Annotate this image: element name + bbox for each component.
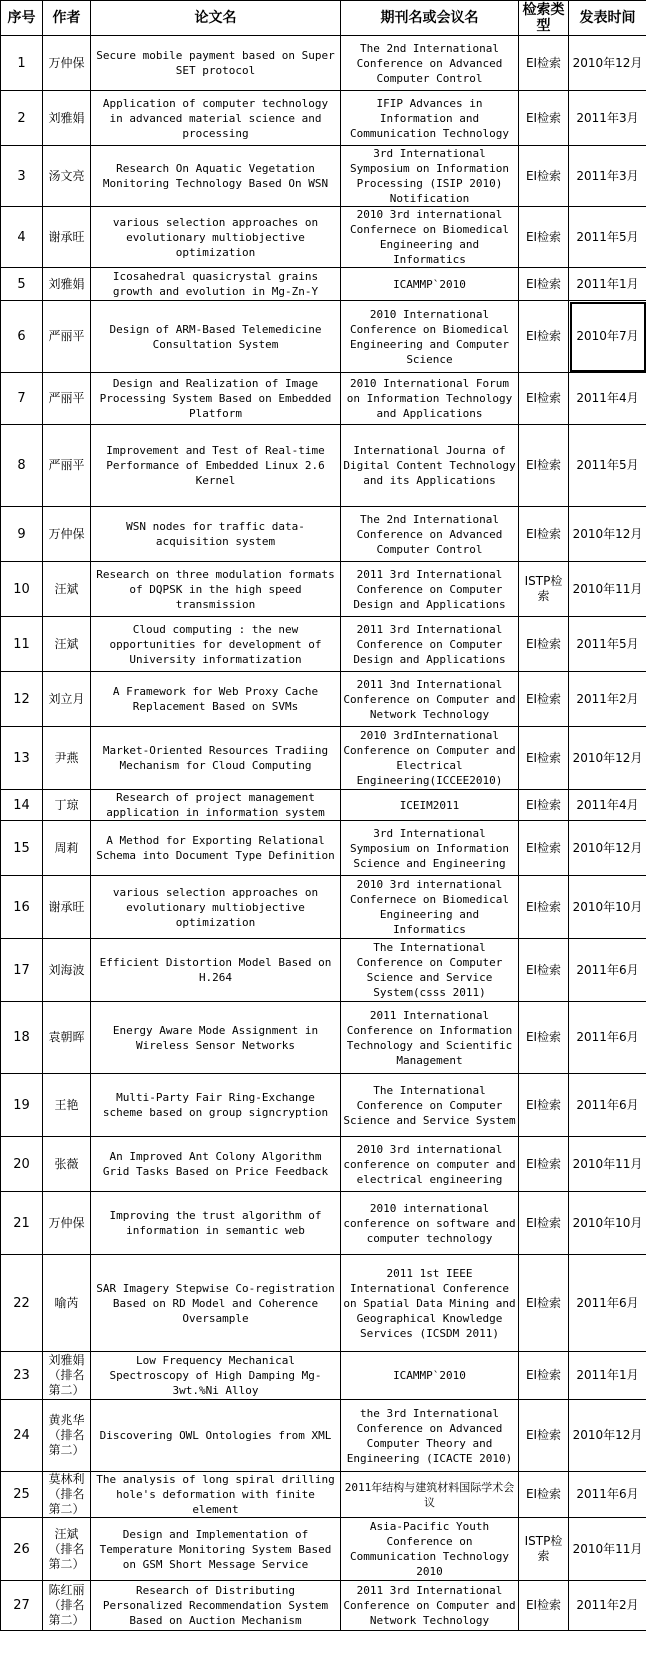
table-row bbox=[1, 617, 646, 672]
cell-venue[interactable]: International Journa of Digital Content Technology and its Applications bbox=[341, 425, 519, 507]
cell-no[interactable]: 4 bbox=[1, 207, 43, 268]
table-row bbox=[1, 727, 646, 790]
cell-venue[interactable]: 2010 international conference on software and computer technology bbox=[341, 1192, 519, 1255]
table-row bbox=[1, 1518, 646, 1581]
cell-type[interactable]: EI检索 bbox=[519, 617, 569, 672]
cell-date[interactable]: 2010年11月 bbox=[569, 562, 646, 617]
table-row bbox=[1, 507, 646, 562]
table-row bbox=[1, 425, 646, 507]
cell-type[interactable]: EI检索 bbox=[519, 301, 569, 373]
cell-type[interactable]: EI检索 bbox=[519, 1400, 569, 1472]
cell-venue[interactable]: ICEIM2011 bbox=[341, 790, 519, 821]
cell-title[interactable]: WSN nodes for traffic data-acquisition system bbox=[91, 507, 341, 562]
cell-date[interactable]: 2011年6月 bbox=[569, 1002, 646, 1074]
cell-author[interactable]: 刘雅娟 bbox=[43, 268, 91, 301]
cell-type[interactable]: EI检索 bbox=[519, 672, 569, 727]
cell-no[interactable]: 15 bbox=[1, 821, 43, 876]
table-row bbox=[1, 1255, 646, 1352]
cell-no[interactable]: 17 bbox=[1, 939, 43, 1002]
cell-title[interactable]: various selection approaches on evolutionary multiobjective optimization bbox=[91, 207, 341, 268]
cell-date[interactable]: 2011年3月 bbox=[569, 91, 646, 146]
cell-venue[interactable]: 2010 International Conference on Biomedical Engineering and Computer Science bbox=[341, 301, 519, 373]
cell-author[interactable]: 喻芮 bbox=[43, 1255, 91, 1352]
cell-author[interactable]: 袁朝晖 bbox=[43, 1002, 91, 1074]
cell-type[interactable]: EI检索 bbox=[519, 373, 569, 425]
cell-no[interactable]: 14 bbox=[1, 790, 43, 821]
cell-type[interactable]: EI检索 bbox=[519, 36, 569, 91]
cell-date[interactable]: 2010年10月 bbox=[569, 876, 646, 939]
cell-no[interactable]: 6 bbox=[1, 301, 43, 373]
cell-title[interactable]: Secure mobile payment based on Super SET protocol bbox=[91, 36, 341, 91]
cell-type[interactable]: EI检索 bbox=[519, 1002, 569, 1074]
cell-venue[interactable]: The 2nd International Conference on Advanced Computer Control bbox=[341, 507, 519, 562]
header-date[interactable]: 发表时间 bbox=[569, 1, 646, 36]
cell-no[interactable]: 2 bbox=[1, 91, 43, 146]
cell-no[interactable]: 23 bbox=[1, 1352, 43, 1400]
header-row bbox=[1, 1, 646, 36]
header-author[interactable]: 作者 bbox=[43, 1, 91, 36]
cell-author[interactable]: 谢承旺 bbox=[43, 207, 91, 268]
cell-title[interactable]: various selection approaches on evolutionary multiobjective optimization bbox=[91, 876, 341, 939]
header-venue[interactable]: 期刊名或会议名 bbox=[341, 1, 519, 36]
cell-type[interactable]: EI检索 bbox=[519, 1137, 569, 1192]
cell-author[interactable]: 刘雅娟（排名第二） bbox=[43, 1352, 91, 1400]
cell-title[interactable]: Cloud computing : the new opportunities for development of University informatization bbox=[91, 617, 341, 672]
table-row bbox=[1, 939, 646, 1002]
cell-author[interactable]: 尹燕 bbox=[43, 727, 91, 790]
cell-venue[interactable]: The International Conference on Computer Science and Service System bbox=[341, 1074, 519, 1137]
cell-title[interactable]: Energy Aware Mode Assignment in Wireless Sensor Networks bbox=[91, 1002, 341, 1074]
cell-type[interactable]: EI检索 bbox=[519, 727, 569, 790]
cell-title[interactable]: Improving the trust algorithm of information in semantic web bbox=[91, 1192, 341, 1255]
cell-type[interactable]: EI检索 bbox=[519, 91, 569, 146]
cell-author[interactable]: 王艳 bbox=[43, 1074, 91, 1137]
cell-author[interactable]: 万仲保 bbox=[43, 36, 91, 91]
table-row bbox=[1, 876, 646, 939]
cell-venue[interactable]: 3rd International Symposium on Information Science and Engineering bbox=[341, 821, 519, 876]
cell-date[interactable]: 2011年5月 bbox=[569, 207, 646, 268]
cell-title[interactable]: Design and Implementation of Temperature Monitoring System Based on GSM Short Message Service bbox=[91, 1518, 341, 1581]
cell-author[interactable]: 刘海波 bbox=[43, 939, 91, 1002]
cell-author[interactable]: 刘立月 bbox=[43, 672, 91, 727]
cell-date[interactable]: 2011年1月 bbox=[569, 1352, 646, 1400]
cell-venue[interactable]: 2011年结构与建筑材料国际学术会议 bbox=[341, 1472, 519, 1518]
cell-date[interactable]: 2011年5月 bbox=[569, 617, 646, 672]
cell-type[interactable]: EI检索 bbox=[519, 146, 569, 207]
cell-title[interactable]: SAR Imagery Stepwise Co-registration Based on RD Model and Coherence Oversample bbox=[91, 1255, 341, 1352]
cell-venue[interactable]: ICAMMP`2010 bbox=[341, 268, 519, 301]
cell-venue[interactable]: 2011 1st IEEE International Conference on Spatial Data Mining and Geographical Knowledge Services (ICSDM 2011) bbox=[341, 1255, 519, 1352]
cell-type[interactable]: EI检索 bbox=[519, 1472, 569, 1518]
cell-venue[interactable]: The International Conference on Computer Science and Service System(csss 2011) bbox=[341, 939, 519, 1002]
cell-date[interactable]: 2011年6月 bbox=[569, 1472, 646, 1518]
table-row bbox=[1, 36, 646, 91]
cell-author[interactable]: 陈红丽（排名第二） bbox=[43, 1581, 91, 1631]
table-row bbox=[1, 1400, 646, 1472]
table-row bbox=[1, 1137, 646, 1192]
cell-no[interactable]: 9 bbox=[1, 507, 43, 562]
cell-type[interactable]: ISTP检索 bbox=[519, 1518, 569, 1581]
cell-title[interactable]: Icosahedral quasicrystal grains growth and evolution in Mg-Zn-Y bbox=[91, 268, 341, 301]
cell-date[interactable]: 2011年5月 bbox=[569, 425, 646, 507]
cell-no[interactable]: 18 bbox=[1, 1002, 43, 1074]
cell-no[interactable]: 11 bbox=[1, 617, 43, 672]
table-row bbox=[1, 672, 646, 727]
table-row bbox=[1, 146, 646, 207]
cell-no[interactable]: 3 bbox=[1, 146, 43, 207]
cell-no[interactable]: 1 bbox=[1, 36, 43, 91]
cell-author[interactable]: 严丽平 bbox=[43, 425, 91, 507]
cell-author[interactable]: 莫林利（排名第二） bbox=[43, 1472, 91, 1518]
table-row bbox=[1, 821, 646, 876]
cell-title[interactable]: Application of computer technology in advanced material science and processing bbox=[91, 91, 341, 146]
cell-title[interactable]: Research of project management application in information system bbox=[91, 790, 341, 821]
cell-venue[interactable]: Asia-Pacific Youth Conference on Communication Technology 2010 bbox=[341, 1518, 519, 1581]
cell-no[interactable]: 16 bbox=[1, 876, 43, 939]
cell-type[interactable]: EI检索 bbox=[519, 1352, 569, 1400]
cell-date[interactable]: 2010年12月 bbox=[569, 36, 646, 91]
cell-type[interactable]: EI检索 bbox=[519, 790, 569, 821]
cell-date[interactable]: 2011年3月 bbox=[569, 146, 646, 207]
cell-author[interactable]: 周莉 bbox=[43, 821, 91, 876]
cell-author[interactable]: 刘雅娟 bbox=[43, 91, 91, 146]
cell-no[interactable]: 5 bbox=[1, 268, 43, 301]
cell-date[interactable]: 2010年11月 bbox=[569, 1518, 646, 1581]
cell-author[interactable]: 黄兆华（排名第二） bbox=[43, 1400, 91, 1472]
cell-title[interactable]: Improvement and Test of Real-time Performance of Embedded Linux 2.6 Kernel bbox=[91, 425, 341, 507]
cell-author[interactable]: 汪斌 bbox=[43, 617, 91, 672]
cell-no[interactable]: 12 bbox=[1, 672, 43, 727]
cell-venue[interactable]: 3rd International Symposium on Information Processing (ISIP 2010) Notification bbox=[341, 146, 519, 207]
table-body bbox=[1, 36, 646, 1631]
table-row bbox=[1, 373, 646, 425]
cell-no[interactable]: 20 bbox=[1, 1137, 43, 1192]
cell-title[interactable]: A Framework for Web Proxy Cache Replacement Based on SVMs bbox=[91, 672, 341, 727]
cell-author[interactable]: 万仲保 bbox=[43, 1192, 91, 1255]
cell-venue[interactable]: 2011 International Conference on Information Technology and Scientific Management bbox=[341, 1002, 519, 1074]
cell-author[interactable]: 汪斌 bbox=[43, 562, 91, 617]
cell-title[interactable]: Design of ARM-Based Telemedicine Consultation System bbox=[91, 301, 341, 373]
cell-date[interactable]: 2011年6月 bbox=[569, 1255, 646, 1352]
cell-date[interactable]: 2011年4月 bbox=[569, 373, 646, 425]
table-row bbox=[1, 91, 646, 146]
cell-type[interactable]: EI检索 bbox=[519, 1581, 569, 1631]
cell-venue[interactable]: 2010 3rd international Confernece on Biomedical Engineering and Informatics bbox=[341, 876, 519, 939]
cell-type[interactable]: EI检索 bbox=[519, 507, 569, 562]
cell-venue[interactable]: 2010 3rd international Confernece on Biomedical Engineering and Informatics bbox=[341, 207, 519, 268]
table-row bbox=[1, 1352, 646, 1400]
cell-no[interactable]: 13 bbox=[1, 727, 43, 790]
cell-date[interactable]: 2010年12月 bbox=[569, 727, 646, 790]
cell-no[interactable]: 27 bbox=[1, 1581, 43, 1631]
cell-venue[interactable]: 2010 3rd international conference on computer and electrical engineering bbox=[341, 1137, 519, 1192]
table-row bbox=[1, 207, 646, 268]
cell-title[interactable]: The analysis of long spiral drilling hole's deformation with finite element bbox=[91, 1472, 341, 1518]
cell-type[interactable]: EI检索 bbox=[519, 207, 569, 268]
table-row bbox=[1, 268, 646, 301]
cell-no[interactable]: 8 bbox=[1, 425, 43, 507]
cell-date[interactable]: 2010年12月 bbox=[569, 1400, 646, 1472]
cell-venue[interactable]: 2011 3nd International Conference on Computer and Network Technology bbox=[341, 672, 519, 727]
table-row bbox=[1, 790, 646, 821]
cell-type[interactable]: EI检索 bbox=[519, 425, 569, 507]
table-row bbox=[1, 1002, 646, 1074]
table-row bbox=[1, 301, 646, 373]
table-row bbox=[1, 1074, 646, 1137]
cell-title[interactable]: Discovering OWL Ontologies from XML bbox=[91, 1400, 341, 1472]
cell-author[interactable]: 丁琼 bbox=[43, 790, 91, 821]
cell-venue[interactable]: 2011 3rd International Conference on Computer Design and Applications bbox=[341, 562, 519, 617]
cell-no[interactable]: 7 bbox=[1, 373, 43, 425]
cell-type[interactable]: EI检索 bbox=[519, 1192, 569, 1255]
cell-venue[interactable]: 2010 International Forum on Information Technology and Applications bbox=[341, 373, 519, 425]
cell-type[interactable]: ISTP检索 bbox=[519, 562, 569, 617]
cell-venue[interactable]: 2011 3rd International Conference on Computer and Network Technology bbox=[341, 1581, 519, 1631]
cell-date[interactable]: 2010年7月 bbox=[569, 301, 646, 373]
cell-date[interactable]: 2011年6月 bbox=[569, 1074, 646, 1137]
cell-title[interactable]: A Method for Exporting Relational Schema into Document Type Definition bbox=[91, 821, 341, 876]
cell-no[interactable]: 24 bbox=[1, 1400, 43, 1472]
cell-author[interactable]: 张薇 bbox=[43, 1137, 91, 1192]
cell-author[interactable]: 万仲保 bbox=[43, 507, 91, 562]
cell-no[interactable]: 21 bbox=[1, 1192, 43, 1255]
header-no[interactable]: 序号 bbox=[1, 1, 43, 36]
cell-author[interactable]: 严丽平 bbox=[43, 373, 91, 425]
cell-date[interactable]: 2011年1月 bbox=[569, 268, 646, 301]
cell-no[interactable]: 26 bbox=[1, 1518, 43, 1581]
cell-author[interactable]: 汪斌（排名第二） bbox=[43, 1518, 91, 1581]
cell-date[interactable]: 2010年12月 bbox=[569, 821, 646, 876]
cell-date[interactable]: 2011年2月 bbox=[569, 1581, 646, 1631]
cell-type[interactable]: EI检索 bbox=[519, 876, 569, 939]
cell-author[interactable]: 汤文亮 bbox=[43, 146, 91, 207]
cell-title[interactable]: Multi-Party Fair Ring-Exchange scheme based on group signcryption bbox=[91, 1074, 341, 1137]
cell-venue[interactable]: IFIP Advances in Information and Communication Technology bbox=[341, 91, 519, 146]
cell-title[interactable]: Research of Distributing Personalized Recommendation System Based on Auction Mechanism bbox=[91, 1581, 341, 1631]
cell-type[interactable]: EI检索 bbox=[519, 1074, 569, 1137]
cell-type[interactable]: EI检索 bbox=[519, 821, 569, 876]
cell-date[interactable]: 2011年2月 bbox=[569, 672, 646, 727]
cell-title[interactable]: Research on three modulation formats of DQPSK in the high speed transmission bbox=[91, 562, 341, 617]
cell-venue[interactable]: 2010 3rdInternational Conference on Computer and Electrical Engineering(ICCEE2010) bbox=[341, 727, 519, 790]
cell-venue[interactable]: the 3rd International Conference on Advanced Computer Theory and Engineering (ICACTE 2010) bbox=[341, 1400, 519, 1472]
cell-date[interactable]: 2010年11月 bbox=[569, 1137, 646, 1192]
cell-type[interactable]: EI检索 bbox=[519, 1255, 569, 1352]
cell-title[interactable]: Research On Aquatic Vegetation Monitoring Technology Based On WSN bbox=[91, 146, 341, 207]
cell-venue[interactable]: 2011 3rd International Conference on Computer Design and Applications bbox=[341, 617, 519, 672]
cell-date[interactable]: 2011年4月 bbox=[569, 790, 646, 821]
cell-no[interactable]: 10 bbox=[1, 562, 43, 617]
table-row bbox=[1, 562, 646, 617]
cell-no[interactable]: 25 bbox=[1, 1472, 43, 1518]
cell-date[interactable]: 2010年10月 bbox=[569, 1192, 646, 1255]
cell-title[interactable]: Market-Oriented Resources Tradiing Mechanism for Cloud Computing bbox=[91, 727, 341, 790]
cell-type[interactable]: EI检索 bbox=[519, 268, 569, 301]
table-row bbox=[1, 1581, 646, 1631]
cell-author[interactable]: 谢承旺 bbox=[43, 876, 91, 939]
header-title[interactable]: 论文名 bbox=[91, 1, 341, 36]
cell-title[interactable]: Low Frequency Mechanical Spectroscopy of High Damping Mg-3wt.%Ni Alloy bbox=[91, 1352, 341, 1400]
table-row bbox=[1, 1472, 646, 1518]
cell-date[interactable]: 2010年12月 bbox=[569, 507, 646, 562]
cell-type[interactable]: EI检索 bbox=[519, 939, 569, 1002]
cell-author[interactable]: 严丽平 bbox=[43, 301, 91, 373]
cell-venue[interactable]: The 2nd International Conference on Advanced Computer Control bbox=[341, 36, 519, 91]
cell-no[interactable]: 22 bbox=[1, 1255, 43, 1352]
cell-title[interactable]: An Improved Ant Colony Algorithm Grid Tasks Based on Price Feedback bbox=[91, 1137, 341, 1192]
cell-title[interactable]: Design and Realization of Image Processing System Based on Embedded Platform bbox=[91, 373, 341, 425]
cell-no[interactable]: 19 bbox=[1, 1074, 43, 1137]
cell-venue[interactable]: ICAMMP`2010 bbox=[341, 1352, 519, 1400]
cell-title[interactable]: Efficient Distortion Model Based on H.264 bbox=[91, 939, 341, 1002]
cell-date[interactable]: 2011年6月 bbox=[569, 939, 646, 1002]
table-row bbox=[1, 1192, 646, 1255]
header-type[interactable]: 检索类型 bbox=[519, 1, 569, 36]
